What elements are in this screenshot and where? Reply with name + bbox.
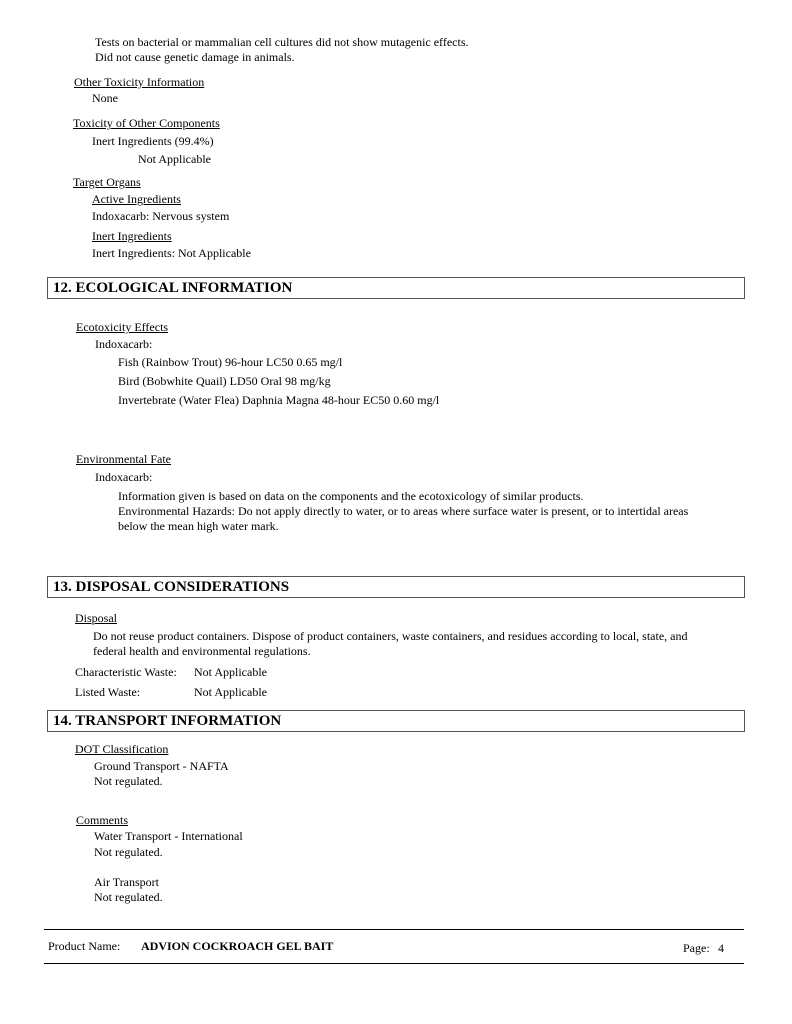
footer-page-label: Page: — [683, 941, 710, 955]
ecotox-fish: Fish (Rainbow Trout) 96-hour LC50 0.65 mg/l — [118, 355, 343, 369]
active-ingredients-heading: Active Ingredients — [92, 192, 181, 206]
water-transport-label: Water Transport - International — [94, 829, 243, 843]
footer-product-label: Product Name: — [48, 939, 121, 953]
footer-product-name: ADVION COCKROACH GEL BAIT — [141, 939, 334, 953]
disposal-text-line1: Do not reuse product containers. Dispose of product containers, waste containers, and residues according to local, state, and — [93, 629, 688, 643]
ground-transport-label: Ground Transport - NAFTA — [94, 759, 229, 773]
inert-ingredients-organs-value: Inert Ingredients: Not Applicable — [92, 246, 251, 260]
water-transport-value: Not regulated. — [94, 845, 163, 859]
other-toxicity-heading: Other Toxicity Information — [74, 75, 205, 89]
ecotox-bird: Bird (Bobwhite Quail) LD50 Oral 98 mg/kg — [118, 374, 331, 388]
comments-heading: Comments — [76, 813, 129, 827]
section-14-title: 14. TRANSPORT INFORMATION — [53, 713, 282, 729]
section-12-title: 12. ECOLOGICAL INFORMATION — [53, 280, 293, 296]
target-organs-heading: Target Organs — [73, 175, 141, 189]
footer-page-number: 4 — [718, 941, 724, 955]
dot-classification-heading: DOT Classification — [75, 742, 169, 756]
ecotox-invertebrate: Invertebrate (Water Flea) Daphnia Magna 48-hour EC50 0.60 mg/l — [118, 393, 440, 407]
ecotoxicity-heading: Ecotoxicity Effects — [76, 320, 169, 334]
listed-waste-label: Listed Waste: — [75, 685, 141, 699]
inert-ingredients-value: Not Applicable — [138, 152, 211, 166]
inert-ingredients-label: Inert Ingredients (99.4%) — [92, 134, 214, 148]
environmental-fate-heading: Environmental Fate — [76, 452, 171, 466]
ecotoxicity-substance: Indoxacarb: — [95, 337, 153, 351]
footer-top-rule — [44, 929, 744, 930]
environmental-info: Information given is based on data on the components and the ecotoxicology of similar products. — [118, 489, 584, 503]
active-ingredients-value: Indoxacarb: Nervous system — [92, 209, 230, 223]
section-13-header — [47, 576, 745, 598]
section-13-title: 13. DISPOSAL CONSIDERATIONS — [53, 579, 290, 595]
environmental-fate-substance: Indoxacarb: — [95, 470, 153, 484]
toxicity-other-components-heading: Toxicity of Other Components — [73, 116, 220, 130]
disposal-text-line2: federal health and environmental regulations. — [93, 644, 311, 658]
footer-bottom-rule — [44, 963, 744, 964]
characteristic-waste-label: Characteristic Waste: — [75, 665, 177, 679]
listed-waste-value: Not Applicable — [194, 685, 267, 699]
ground-transport-value: Not regulated. — [94, 774, 163, 788]
disposal-heading: Disposal — [75, 611, 117, 625]
air-transport-value: Not regulated. — [94, 890, 163, 904]
mutagenic-text-line1: Tests on bacterial or mammalian cell cultures did not show mutagenic effects. — [95, 35, 469, 49]
inert-ingredients-heading: Inert Ingredients — [92, 229, 172, 243]
other-toxicity-value: None — [92, 91, 118, 105]
section-12-header — [47, 277, 745, 299]
environmental-hazards-line1: Environmental Hazards: Do not apply directly to water, or to areas where surface water is present, or to intertidal areas — [118, 504, 689, 518]
characteristic-waste-value: Not Applicable — [194, 665, 267, 679]
mutagenic-text-line2: Did not cause genetic damage in animals. — [95, 50, 295, 64]
air-transport-label: Air Transport — [94, 875, 160, 889]
section-14-header — [47, 710, 745, 732]
environmental-hazards-line2: below the mean high water mark. — [118, 519, 279, 533]
